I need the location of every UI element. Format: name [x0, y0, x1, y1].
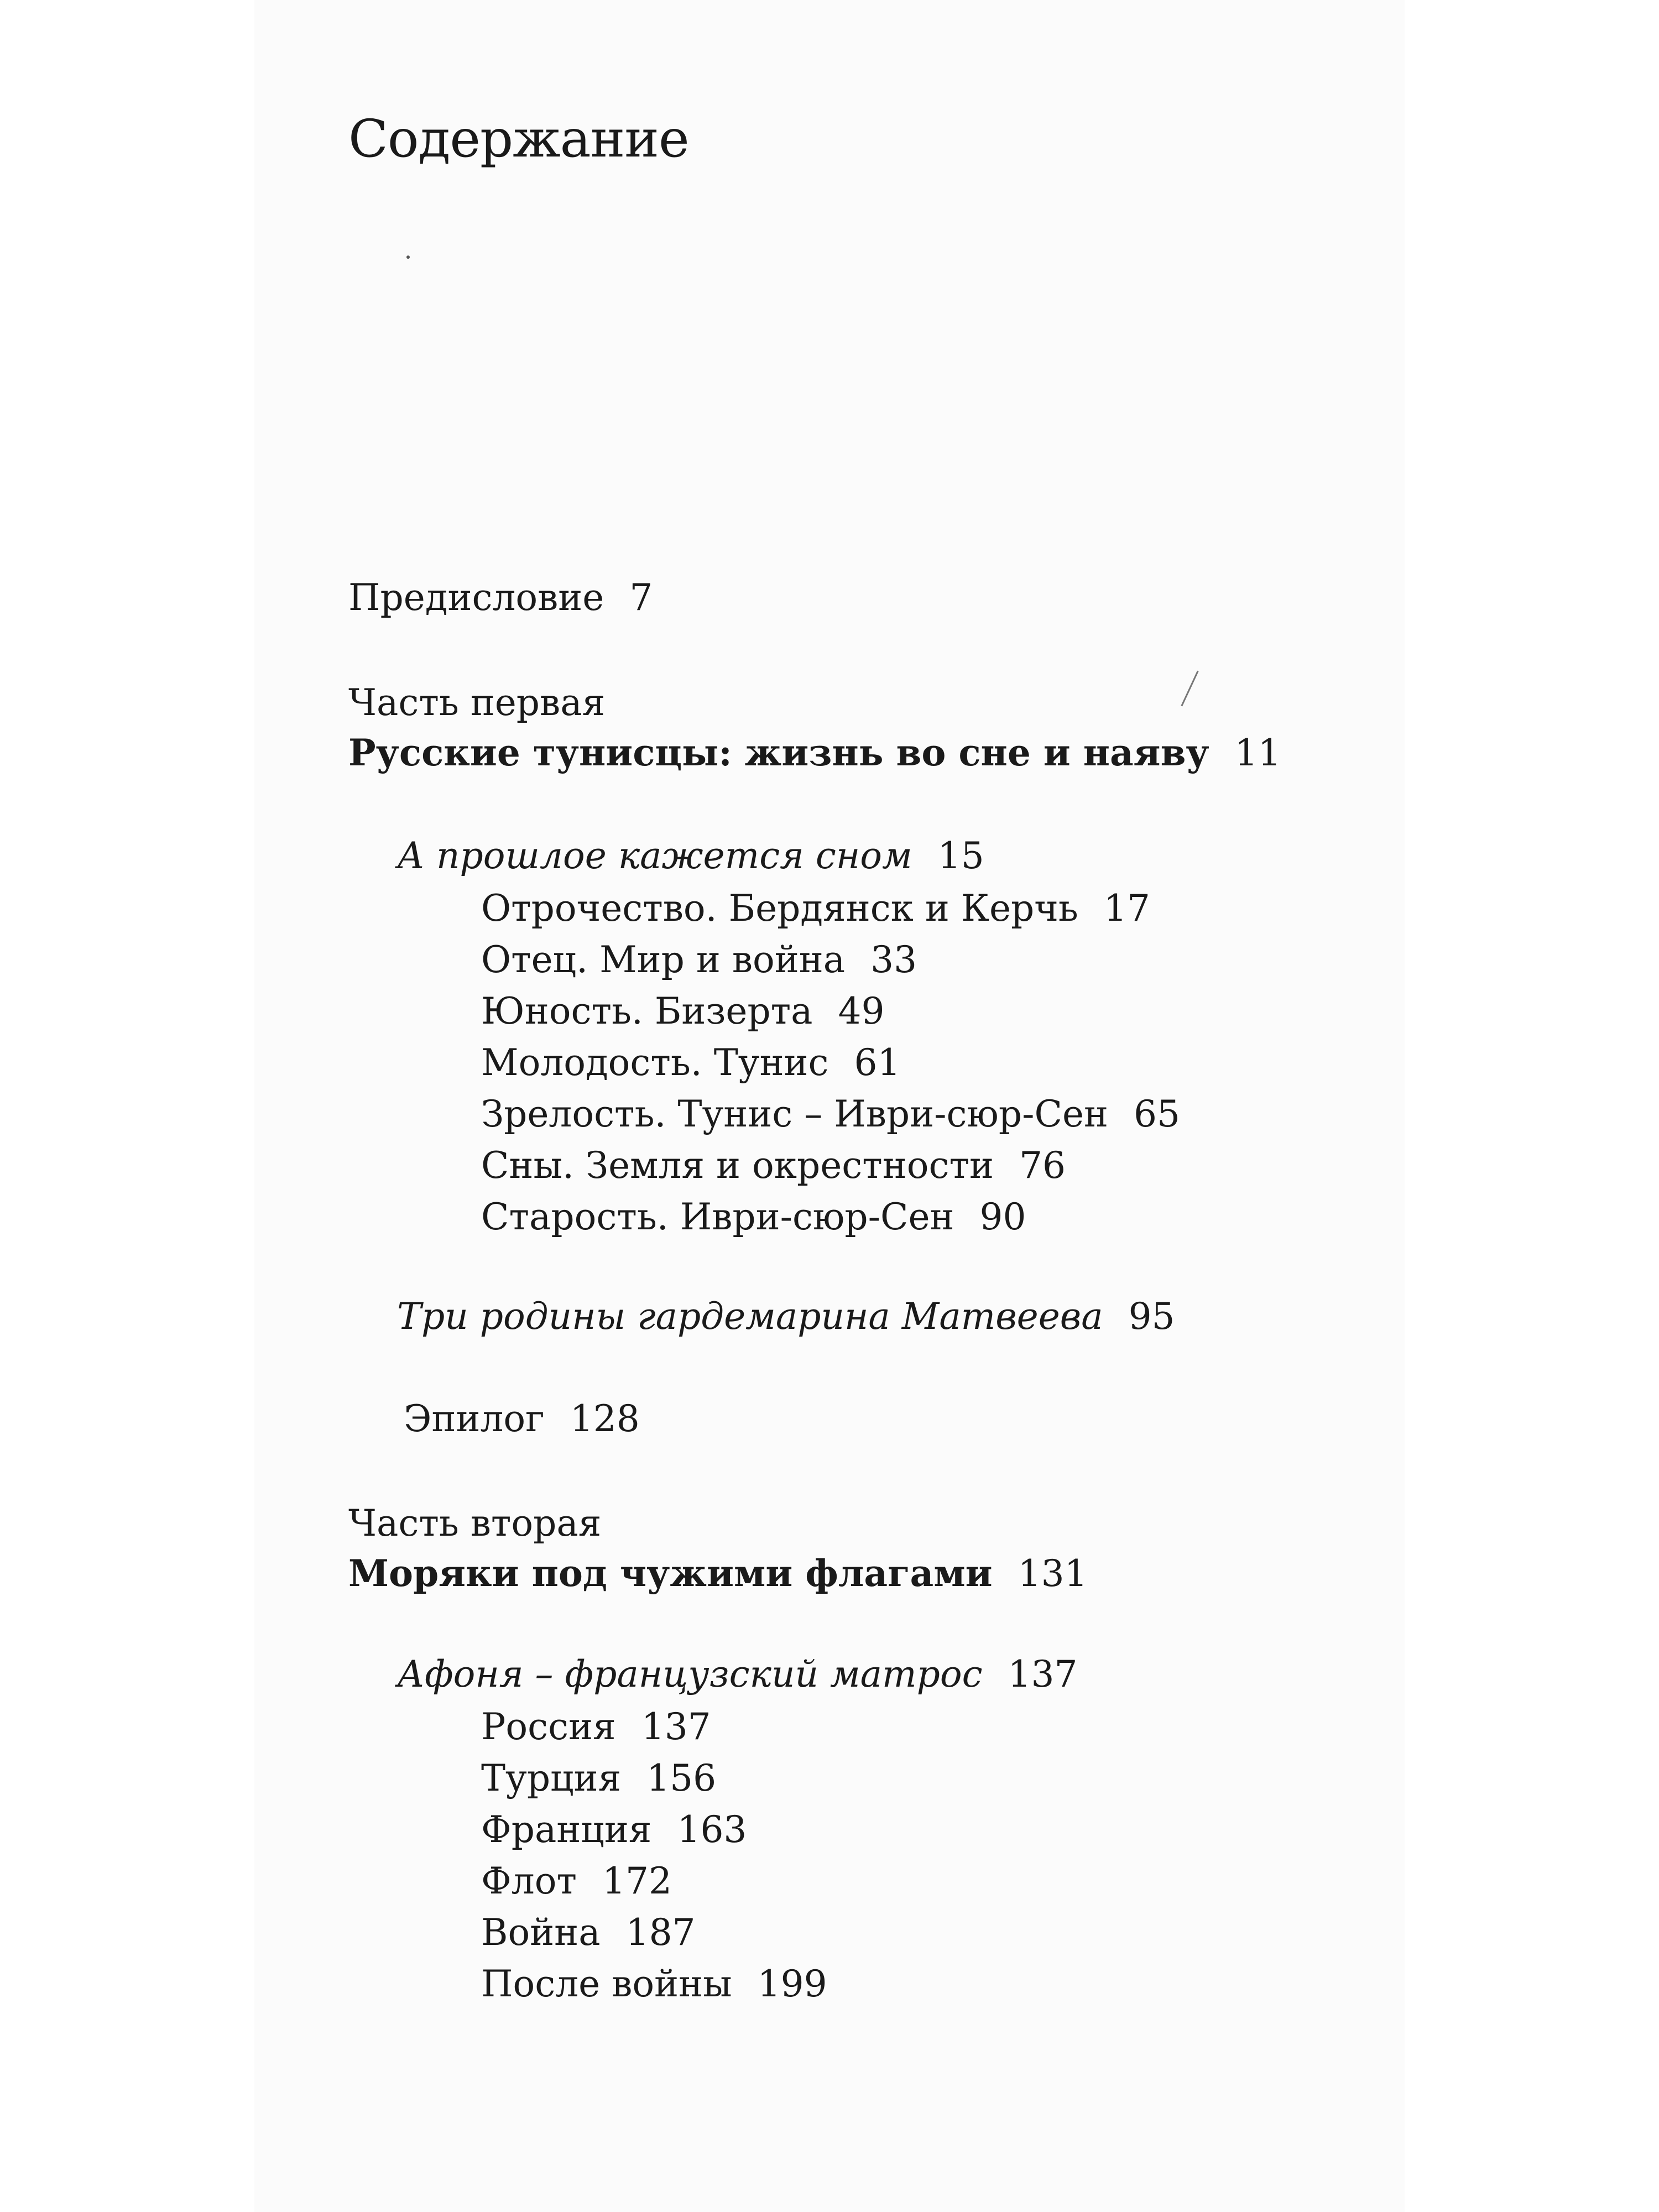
entry-title: Старость. Иври-сюр-Сен	[481, 1196, 954, 1238]
entry-page: 61	[854, 1041, 901, 1084]
entry-title: Россия	[481, 1705, 616, 1748]
entry-title: Турция	[481, 1757, 622, 1799]
entry-page: 15	[937, 834, 984, 877]
entry-title: После войны	[481, 1963, 732, 2005]
toc-entry-preface	[348, 576, 653, 619]
entry-page: 163	[677, 1808, 747, 1851]
entry-page: 199	[757, 1963, 827, 2005]
entry-title: Отрочество. Бердянск и Керчь	[481, 887, 1078, 930]
entry-page: 137	[641, 1705, 711, 1748]
entry-title: Зрелость. Тунис – Иври-сюр-Сен	[481, 1093, 1108, 1135]
toc-entry-section	[397, 1653, 1078, 1695]
entry-page: 128	[570, 1397, 640, 1440]
part-label: Часть первая	[348, 681, 606, 724]
entry-title: Афоня – французский матрос	[397, 1653, 983, 1695]
entry-page: 65	[1134, 1093, 1180, 1135]
entry-title: А прошлое кажется сном	[397, 834, 912, 877]
print-speck	[406, 255, 410, 259]
toc-entry-epilogue	[404, 1397, 640, 1440]
entry-page: 7	[629, 576, 653, 619]
entry-page: 131	[1018, 1552, 1088, 1595]
entry-title: Флот	[481, 1860, 577, 1902]
toc-entry-section	[397, 1295, 1175, 1338]
entry-title: Моряки под чужими флагами	[348, 1552, 993, 1595]
entry-title: Сны. Земля и окрестности	[481, 1144, 994, 1187]
toc-entry-chapter	[481, 1860, 672, 1902]
entry-page: 95	[1128, 1295, 1175, 1338]
entry-title: Юность. Бизерта	[481, 990, 813, 1032]
entry-title: Русские тунисцы: жизнь во сне и наяву	[348, 731, 1209, 774]
toc-entry-part1	[348, 731, 1281, 774]
entry-title: Эпилог	[404, 1397, 545, 1440]
toc-entry-chapter	[481, 1911, 696, 1954]
entry-title: Война	[481, 1911, 601, 1954]
toc-entry-chapter	[481, 887, 1150, 930]
part-label: Часть вторая	[348, 1502, 602, 1545]
entry-page: 17	[1103, 887, 1150, 930]
entry-title: Франция	[481, 1808, 652, 1851]
entry-page: 156	[646, 1757, 717, 1799]
entry-page: 187	[625, 1911, 696, 1954]
entry-page: 90	[979, 1196, 1026, 1238]
entry-title: Три родины гардемарина Матвеева	[397, 1295, 1103, 1338]
entry-title: Отец. Мир и война	[481, 938, 846, 981]
toc-entry-chapter	[481, 1196, 1026, 1238]
toc-entry-chapter	[481, 1705, 711, 1748]
entry-page: 172	[602, 1860, 672, 1902]
toc-entry-chapter	[481, 938, 917, 981]
page-title: Содержание	[348, 109, 689, 169]
entry-page: 11	[1234, 732, 1281, 774]
toc-entry-chapter	[481, 1093, 1180, 1135]
toc-entry-chapter	[481, 1757, 717, 1799]
entry-title: Молодость. Тунис	[481, 1041, 829, 1084]
toc-entry-part2	[348, 1552, 1088, 1595]
entry-page: 33	[870, 938, 917, 981]
toc-entry-section	[397, 834, 984, 877]
toc-entry-chapter	[481, 1041, 901, 1084]
toc-entry-chapter	[481, 990, 885, 1032]
entry-page: 49	[838, 990, 885, 1032]
toc-entry-chapter	[481, 1144, 1066, 1187]
entry-title: Предисловие	[348, 576, 604, 619]
page-margin	[1405, 0, 1659, 2212]
toc-entry-chapter	[481, 1808, 747, 1851]
entry-page: 76	[1019, 1144, 1066, 1187]
entry-page: 137	[1008, 1653, 1078, 1695]
toc-entry-chapter	[481, 1963, 827, 2005]
